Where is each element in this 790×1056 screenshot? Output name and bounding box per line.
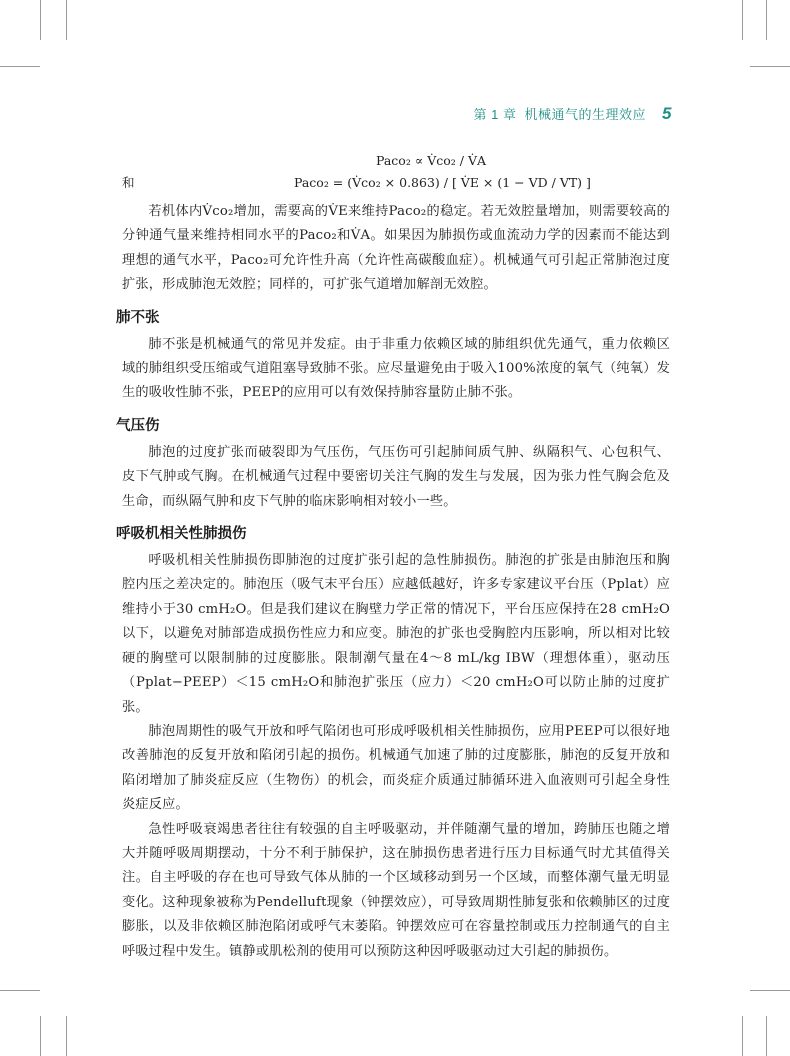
paragraph: 肺泡周期性的吸气开放和呼气陷闭也可形成呼吸机相关性肺损伤，应用PEEP可以很好地改善肺泡的反复开放和陷闭引起的损伤。机械通气加速了肺的过度膨胀，肺泡的反复开放和陷闭增加了肺炎症反应（生物伤）的机会，而炎症介质通过肺循环进入血液则可引起全身性炎症反应。 [122,723,670,813]
crop-mark [742,0,743,40]
paragraph: 急性呼吸衰竭患者往往有较强的自主呼吸驱动，并伴随潮气量的增加，跨肺压也随之增大并随呼吸周期摆动，十分不利于肺保护，这在肺损伤患者进行压力目标通气时尤其值得关注。自主呼吸的存在也可导致气体从肺的一个区域移动到另一个区域，而整体潮气量无明显变化。这种现象被称为Pendelluft现象（钟摆效应），可导致周期性肺复张和依赖肺区的过度膨胀，以及非依赖区肺泡陷闭或呼气末萎陷。钟摆效应可在容量控制或压力控制通气的自主呼吸过程中发生。镇静或肌松剂的使用可以预防这种因呼吸驱动过大引起的肺损伤。 [122,821,670,959]
page-body [116,150,670,964]
section-barotrauma [116,414,670,514]
formula-row [122,172,670,194]
intro-paragraph: 若机体内V̇co₂增加，需要高的V̇E来维持Paco₂的稳定。若无效腔量增加，则需要较高的分钟通气量来维持相同水平的Paco₂和V̇A。如果因为肺损伤或血流动力学的因素而不能达到理想的通气水平，Paco₂可允许性升高（允许性高碳酸血症）。机械通气可引起正常肺泡过度扩张，形成肺泡无效腔；同样的，可扩张气道增加解剖无效腔。 [122,204,670,293]
crop-mark [66,1016,67,1056]
crop-mark [66,0,67,40]
crop-mark [40,0,41,40]
chapter-label: 第 1 章 [473,107,517,122]
paragraph: 肺不张是机械通气的常见并发症。由于非重力依赖区域的肺组织优先通气，重力依赖区域的肺组织受压缩或气道阻塞导致肺不张。应尽量避免由于吸入100%浓度的氧气（纯氧）发生的吸收性肺不张，PEEP的应用可以有效保持肺容量防止肺不张。 [122,336,670,401]
section-atelectasis [116,306,670,406]
section-heading: 呼吸机相关性肺损伤 [116,526,247,543]
running-head [474,104,672,124]
formula-connector: 和 [122,175,135,190]
page-number: 5 [662,104,672,123]
crop-mark [0,66,40,67]
crop-mark [750,66,790,67]
crop-mark [0,990,40,991]
crop-mark [766,0,767,40]
section-heading: 气压伤 [116,417,160,434]
formula-block [122,150,670,194]
crop-mark [766,1016,767,1056]
chapter-title: 机械通气的生理效应 [524,107,647,122]
crop-mark [750,990,790,991]
paragraph: 呼吸机相关性肺损伤即肺泡的过度扩张引起的急性肺损伤。肺泡的扩张是由肺泡压和胸腔内压之差决定的。肺泡压（吸气末平台压）应越低越好，许多专家建议平台压（Pplat）应维持小于30 cmH₂O。但是我们建议在胸壁力学正常的情况下，平台压应保持在28 cmH₂O以下，以避免对肺部造成损伤性应力和应变。肺泡的扩张也受胸腔内压影响，所以相对比较硬的胸壁可以限制肺的过度膨胀。限制潮气量在4～8 mL/kg IBW（理想体重），驱动压（Pplat−PEEP）＜15 cmH₂O和肺泡扩张压（应力）＜20 cmH₂O可以防止肺的过度扩张。 [122,553,670,715]
section-heading: 肺不张 [116,309,160,326]
paragraph: 肺泡的过度扩张而破裂即为气压伤，气压伤可引起肺间质气肿、纵隔积气、心包积气、皮下气肿或气胸。在机械通气过程中要密切关注气胸的发生与发展，因为张力性气胸会危及生命，而纵隔气肿和皮下气肿的临床影响相对较小一些。 [122,444,670,509]
crop-mark [742,1016,743,1056]
crop-mark [40,1016,41,1056]
section-vili [116,522,670,964]
formula-row [122,150,670,172]
formula-paco2-proportional: Paco₂ ∝ V̇co₂ / V̇A [376,153,487,168]
formula-paco2-equation: Paco₂ = (V̇co₂ × 0.863) / [ V̇E × (1 − VD / VT) ] [294,175,591,190]
